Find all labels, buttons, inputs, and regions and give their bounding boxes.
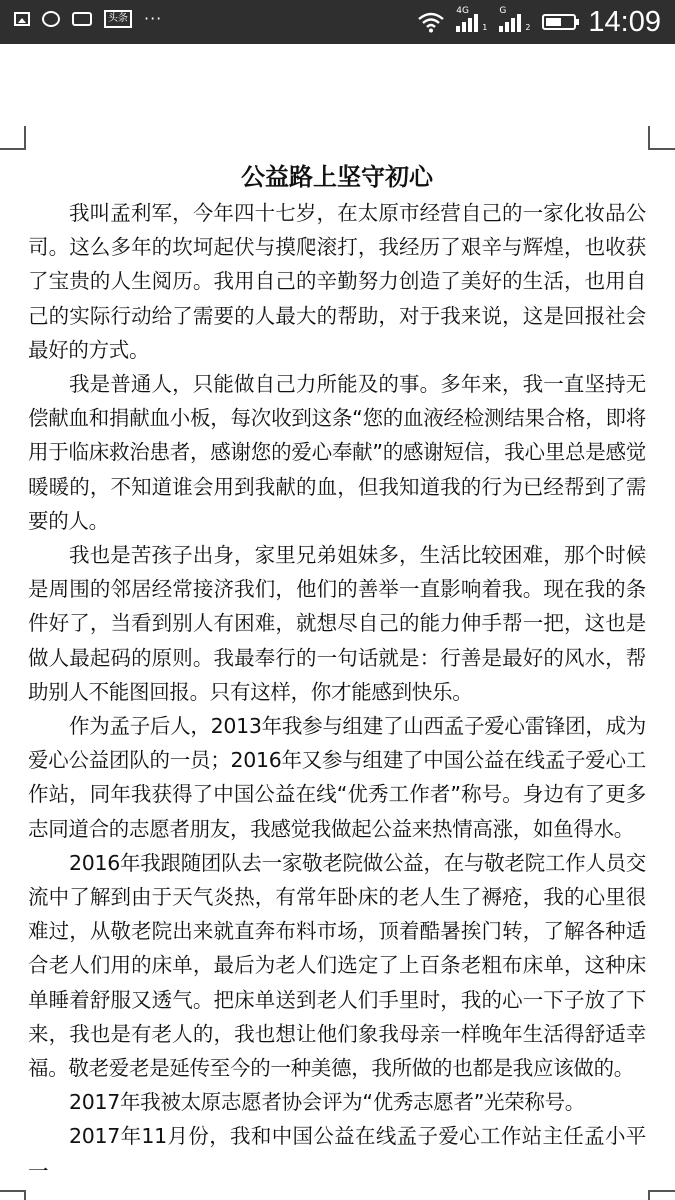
sim-slot-label: 2 <box>525 23 531 32</box>
signal-icon-sim2 <box>499 6 531 32</box>
message-icon <box>42 11 60 27</box>
paragraph: 作为孟子后人，2013年我参与组建了山西孟子爱心雷锋团，成为爱心公益团队的一员；2016年又参与组建了中国公益在线孟子爱心工作站，同年我获得了中国公益在线“优秀工作者”称号。身边有了更多志同道合的志愿者朋友，我感觉我做起公益来热情高涨，如鱼得水。 <box>28 714 646 841</box>
gallery-icon <box>14 12 30 26</box>
document-title: 公益路上坚守初心 <box>241 163 433 191</box>
more-icon: ··· <box>144 9 163 28</box>
notification-icons <box>14 10 162 28</box>
paragraph: 2016年我跟随团队去一家敬老院做公益，在与敬老院工作人员交流中了解到由于天气炎热，有常年卧床的老人生了褥疮，我的心里很难过，从敬老院出来就直奔布料市场，顶着酷暑挨门转，了解各种适合老人们用的床单，最后为老人们选定了上百条老粗布床单，这种床单睡着舒服又透气。把床单送到老人们手里时，我的心一下子放了下来，我也是有老人的，我也想让他们象我母亲一样晚年生活得舒适幸福。敬老爱老是延传至今的一种美德，我所做的也都是我应该做的。 <box>28 850 646 1081</box>
crop-mark-top-right <box>648 148 675 150</box>
paragraph: 2017年11月份，我和中国公益在线孟子爱心工作站主任孟小平一 <box>28 1124 646 1183</box>
crop-mark-top-right <box>648 126 650 150</box>
crop-mark-top-left <box>24 126 26 150</box>
app-icon <box>72 12 92 26</box>
network-type-label: 4G <box>456 6 469 16</box>
crop-mark-bottom-right <box>648 1190 650 1200</box>
clock: 14:09 <box>588 6 661 38</box>
paragraph: 我是普通人，只能做自己力所能及的事。多年来，我一直坚持无偿献血和捐献血小板，每次收到这条“您的血液经检测结果合格，即将用于临床救治患者，感谢您的爱心奉献”的感谢短信，我心里总是感觉暖暖的，不知道谁会用到我献的血，但我知道我的行为已经帮到了需要的人。 <box>28 372 646 533</box>
crop-mark-bottom-left <box>24 1190 26 1200</box>
document-page <box>28 150 646 1188</box>
wifi-icon <box>418 11 444 33</box>
news-icon: 头条 <box>104 10 132 28</box>
crop-mark-bottom-left <box>0 1190 26 1192</box>
paragraph: 我叫孟利军，今年四十七岁，在太原市经营自己的一家化妆品公司。这么多年的坎坷起伏与摸爬滚打，我经历了艰辛与辉煌，也收获了宝贵的人生阅历。我用自己的辛勤努力创造了美好的生活，也用自己的实际行动给了需要的人最大的帮助，对于我来说，这是回报社会最好的方式。 <box>28 201 646 362</box>
system-status <box>418 4 661 40</box>
signal-icon-sim1 <box>456 6 488 32</box>
paragraph: 我也是苦孩子出身，家里兄弟姐妹多，生活比较困难，那个时候是周围的邻居经常接济我们，他们的善举一直影响着我。现在我的条件好了，当看到别人有困难，就想尽自己的能力伸手帮一把，这也是做人最起码的原则。我最奉行的一句话就是：行善是最好的风水，帮助别人不能图回报。只有这样，你才能感到快乐。 <box>28 543 646 704</box>
battery-icon <box>542 14 576 30</box>
sim-slot-label: 1 <box>482 23 488 32</box>
network-type-label: G <box>499 6 507 16</box>
status-bar <box>0 0 675 44</box>
battery-level <box>546 18 560 26</box>
paragraph: 2017年我被太原志愿者协会评为“优秀志愿者”光荣称号。 <box>69 1090 586 1115</box>
crop-mark-bottom-right <box>648 1190 675 1192</box>
crop-mark-top-left <box>0 148 26 150</box>
